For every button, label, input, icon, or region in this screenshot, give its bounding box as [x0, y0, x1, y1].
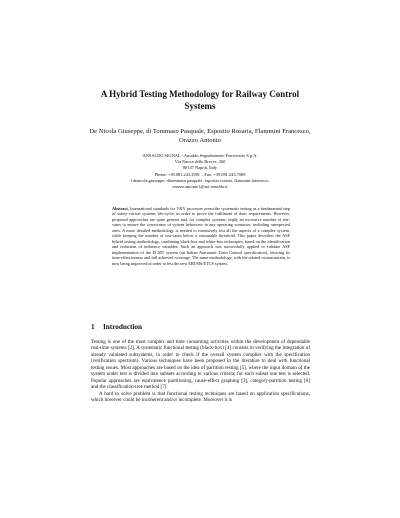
body-text	[91, 339, 310, 404]
abstract	[112, 206, 290, 266]
affiliation-org: ANSALDO SIGNAL - Ansaldo Segnalamento Ferroviario S.p.A.	[142, 153, 258, 158]
section-title: Introduction	[103, 323, 143, 331]
affiliation-city: 80147 Napoli, Italy	[182, 165, 218, 171]
paper-title: A Hybrid Testing Methodology for Railway Control Systems	[100, 89, 300, 111]
affiliation-emails-line1: {denicola.giuseppe, ditommaso.pasquale, esposito.rosaria, flammini.francesco,	[130, 177, 270, 183]
affiliation-phone: Phone: +39.081.243.2981 – Fax: +39.081.243.7089	[154, 171, 246, 177]
affiliation-block	[95, 153, 305, 190]
abstract-label: Abstract.	[112, 206, 129, 211]
affiliation-emails-line2: orazzo.antonio}@asf.ansaldo.it	[172, 184, 228, 190]
affiliation-street: Via Nuova delle Brecce, 260	[174, 159, 226, 165]
author-list: De Nicola Giuseppe, di Tommaso Pasquale, Esposito Rosaria, Flammini Francesco, Orazzo Antonio	[89, 128, 311, 144]
paragraph: Testing is one of the most complex and time consuming activities within the development of dependable real-time systems [2]. A systematic functional testing (black-box) [4] consists in verifying the integration of already validated subsystems, in order to check if the overall system complies with the specification (verification spectrum). Various techniques have been proposed in the literature to deal with functional testing issues. Most approaches are based on the idea of partition testing [5], where the input domain of the system under test is divided into subsets according to various criteria; for each subset one test is selected. Popular approaches are equivalence partitioning, cause-effect graphing [3], category-partition testing [6] and the classification-tree method [7].	[91, 339, 310, 391]
paragraph: A hard to solve problem is that functional testing techniques are based on application specifications, which however could be incoherent and/or incomplete. Moreover it is	[91, 390, 310, 404]
section-number: 1	[91, 323, 95, 331]
abstract-text: International standards for V&V processes prescribe systematic testing as a fundamental step of safety-critical systems life-cycle, in order to prove the fulfilment of their requirements. However, proposed approaches are quite general and, for complex systems, imply an excessive number of test-cases to ensure the correctness of system behaviour in any operating scenarios, including unexpected ones. A more detailed methodology is needed to extensively test all the aspects of a complex system, while keeping the number of test-cases below a reasonable threshold. This paper describes the ASF hybrid testing methodology, combining black-box and white-box techniques, based on the identification and reduction of influence variables. Such an approach was successfully applied to validate ASF implementation of the ECMT system (an Italian Automatic Train Control specification), showing its time-effectiveness and full achieved coverage. The same methodology, with the related customization, is now being improved in order to test the new ERTMS/ETCS system.	[112, 206, 290, 266]
section-heading	[91, 323, 311, 332]
